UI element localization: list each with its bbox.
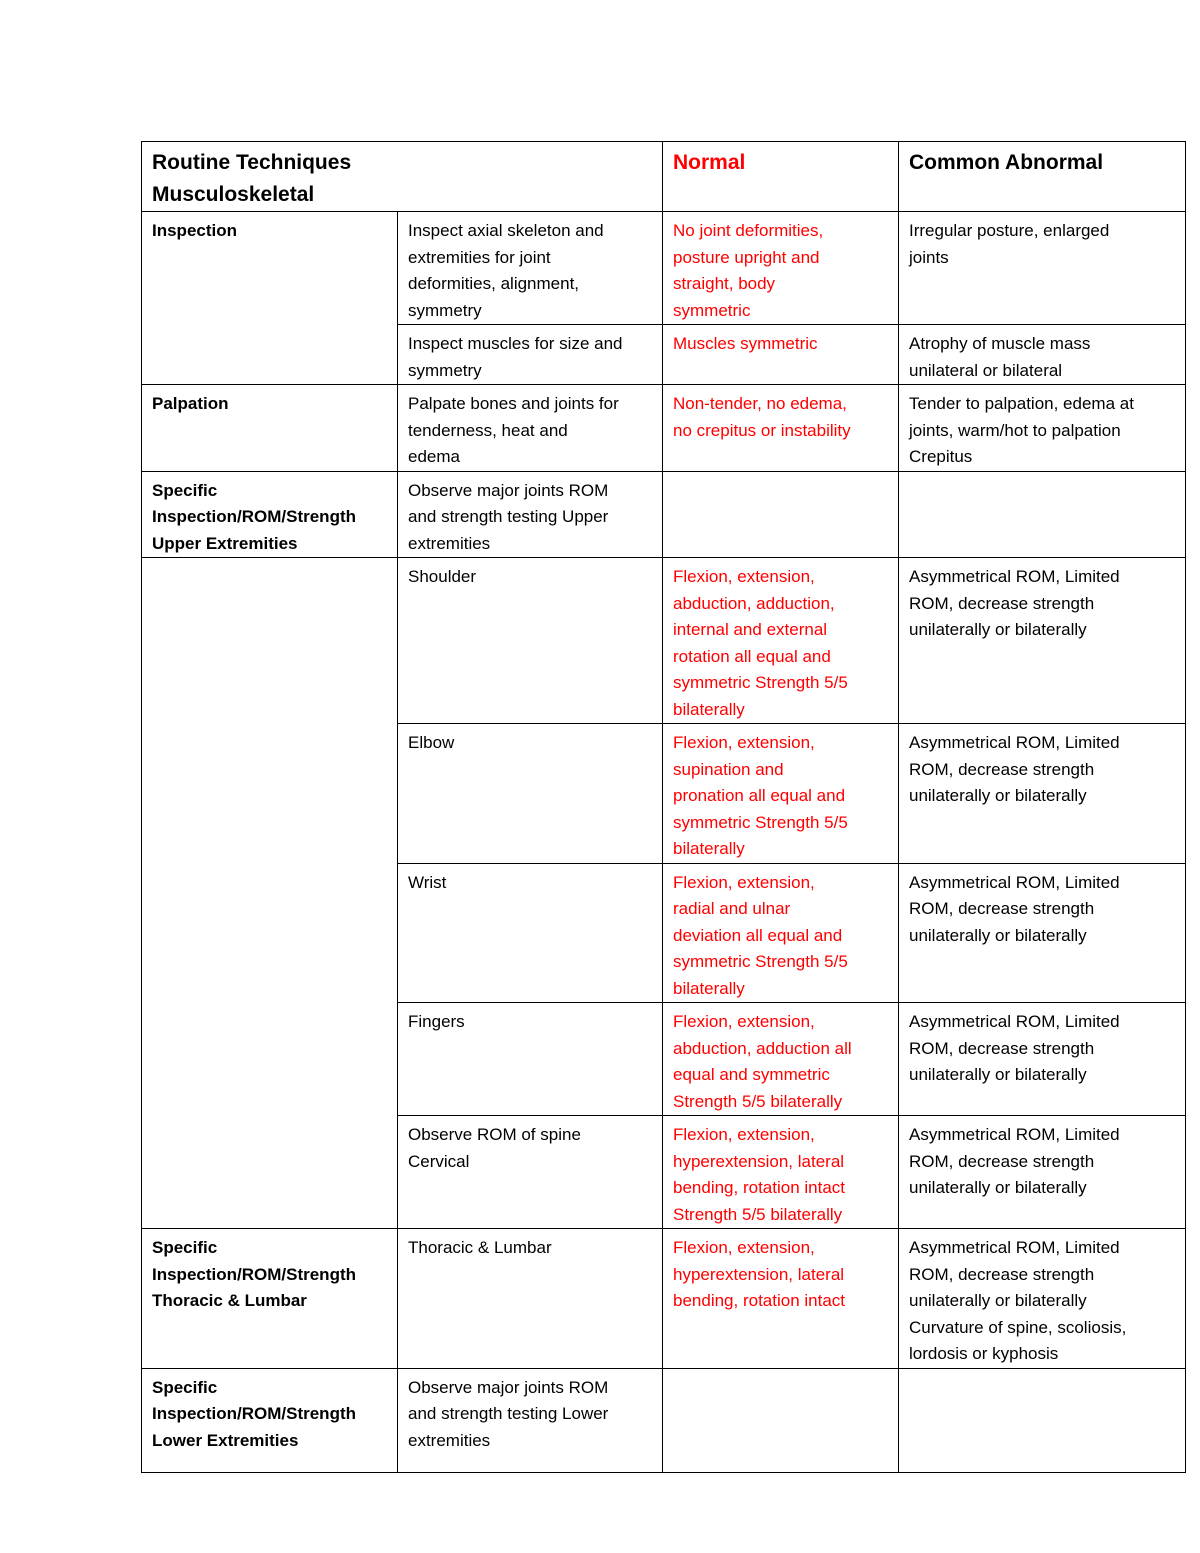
abnormal-cell: Tender to palpation, edema at joints, warm/hot to palpation Crepitus (899, 385, 1186, 472)
normal-cell: No joint deformities, posture upright and straight, body symmetric (663, 212, 899, 325)
table-row (142, 471, 1186, 558)
table-row (142, 558, 1186, 724)
row-label-inspection: Inspection (142, 212, 398, 385)
header-title-line: Musculoskeletal (152, 183, 315, 206)
technique-cell: Observe ROM of spine Cervical (398, 1116, 663, 1229)
technique-cell: Observe major joints ROM and strength testing Upper extremities (398, 471, 663, 558)
technique-cell: Palpate bones and joints for tenderness, heat and edema (398, 385, 663, 472)
table-row (142, 212, 1186, 325)
row-label-palpation: Palpation (142, 385, 398, 472)
normal-cell: Flexion, extension, radial and ulnar deviation all equal and symmetric Strength 5/5 bilaterally (663, 863, 899, 1003)
normal-cell-empty (663, 1368, 899, 1472)
normal-cell: Non-tender, no edema, no crepitus or instability (663, 385, 899, 472)
table-row (142, 1229, 1186, 1369)
technique-cell: Thoracic & Lumbar (398, 1229, 663, 1369)
abnormal-cell-empty (899, 1368, 1186, 1472)
abnormal-cell: Asymmetrical ROM, Limited ROM, decrease strength unilaterally or bilaterally (899, 1003, 1186, 1116)
technique-cell: Inspect axial skeleton and extremities for joint deformities, alignment, symmetry (398, 212, 663, 325)
normal-cell-empty (663, 471, 899, 558)
abnormal-cell: Atrophy of muscle mass unilateral or bilateral (899, 325, 1186, 385)
technique-cell: Observe major joints ROM and strength testing Lower extremities (398, 1368, 663, 1472)
abnormal-cell: Asymmetrical ROM, Limited ROM, decrease strength unilaterally or bilaterally (899, 558, 1186, 724)
musculoskeletal-exam-table (141, 141, 1186, 1473)
normal-cell: Flexion, extension, abduction, adduction all equal and symmetric Strength 5/5 bilaterally (663, 1003, 899, 1116)
normal-cell: Muscles symmetric (663, 325, 899, 385)
row-label-lower-extremities: Specific Inspection/ROM/Strength Lower Extremities (142, 1368, 398, 1472)
normal-cell: Flexion, extension, hyperextension, lateral bending, rotation intact (663, 1229, 899, 1369)
technique-cell: Shoulder (398, 558, 663, 724)
header-routine-techniques (142, 142, 663, 212)
technique-cell: Inspect muscles for size and symmetry (398, 325, 663, 385)
row-label-empty (142, 558, 398, 1229)
header-normal: Normal (663, 142, 899, 212)
header-common-abnormal: Common Abnormal (899, 142, 1186, 212)
row-label-upper-extremities: Specific Inspection/ROM/Strength Upper Extremities (142, 471, 398, 558)
abnormal-cell: Asymmetrical ROM, Limited ROM, decrease strength unilaterally or bilaterally (899, 1116, 1186, 1229)
technique-cell: Fingers (398, 1003, 663, 1116)
abnormal-cell-empty (899, 471, 1186, 558)
abnormal-cell: Irregular posture, enlarged joints (899, 212, 1186, 325)
row-label-thoracic-lumbar: Specific Inspection/ROM/Strength Thoracic & Lumbar (142, 1229, 398, 1369)
abnormal-cell: Asymmetrical ROM, Limited ROM, decrease strength unilaterally or bilaterally Curvature of spine, scoliosis, lordosis or kyphosis (899, 1229, 1186, 1369)
technique-cell: Wrist (398, 863, 663, 1003)
normal-cell: Flexion, extension, abduction, adduction, internal and external rotation all equal and symmetric Strength 5/5 bilaterally (663, 558, 899, 724)
technique-cell: Elbow (398, 724, 663, 864)
abnormal-cell: Asymmetrical ROM, Limited ROM, decrease strength unilaterally or bilaterally (899, 724, 1186, 864)
abnormal-cell: Asymmetrical ROM, Limited ROM, decrease strength unilaterally or bilaterally (899, 863, 1186, 1003)
normal-cell: Flexion, extension, supination and pronation all equal and symmetric Strength 5/5 bilaterally (663, 724, 899, 864)
normal-cell: Flexion, extension, hyperextension, lateral bending, rotation intact Strength 5/5 bilaterally (663, 1116, 899, 1229)
header-row (142, 142, 1186, 212)
header-title-line: Routine Techniques (152, 151, 352, 174)
table-row (142, 385, 1186, 472)
table-row (142, 1368, 1186, 1472)
